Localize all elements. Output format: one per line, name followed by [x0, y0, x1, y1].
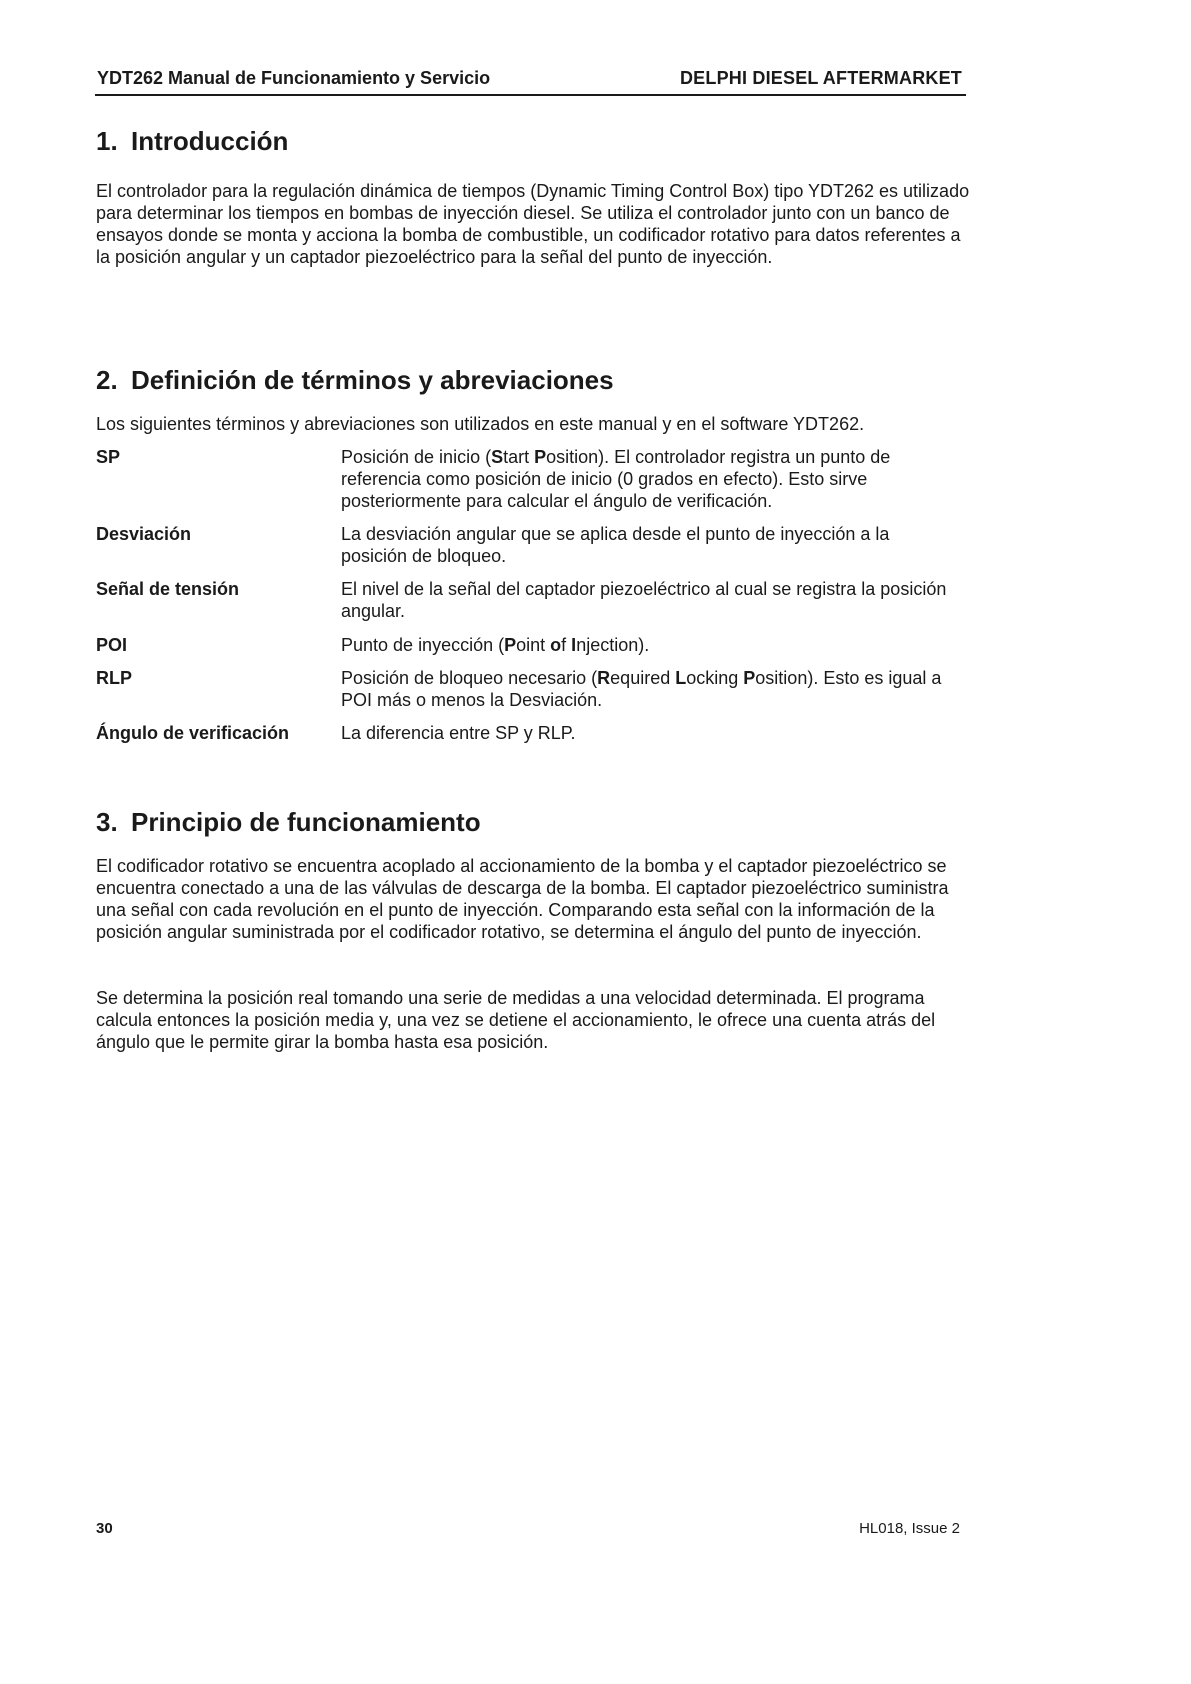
page-number: 30: [96, 1520, 113, 1537]
section-number: 1.: [96, 126, 118, 156]
definition-term: Ángulo de verificación: [96, 723, 290, 743]
section-title: Definición de términos y abreviaciones: [131, 365, 614, 395]
section-3-paragraph: El codificador rotativo se encuentra acoplado al accionamiento de la bomba y el captador piezoeléctrico se encuentra conectado a una de las válvulas de descarga de la bomba. El captador piezoeléctrico suministra una señal con cada revolución en el punto de inyección. Comparando esta señal con la información de la posición angular suministrada por el codificador rotativo, se determina el ángulo del punto de inyección.: [96, 856, 949, 942]
section-2-heading: [96, 365, 614, 396]
definition-desc: La diferencia entre SP y RLP.: [341, 723, 576, 743]
section-number: 2.: [96, 365, 118, 395]
definitions-intro: Los siguientes términos y abreviaciones son utilizados en este manual y en el software YDT262.: [96, 414, 865, 434]
section-number: 3.: [96, 807, 118, 837]
definition-desc: Posición de bloqueo necesario (Required Locking Position). Esto es igual a POI más o menos la Desviación.: [341, 668, 942, 710]
definition-desc: Punto de inyección (Point of Injection).: [341, 635, 650, 655]
document-id: HL018, Issue 2: [859, 1520, 960, 1537]
definition-term: Desviación: [96, 524, 192, 544]
page-header: [95, 64, 966, 96]
section-1-paragraph: El controlador para la regulación dinámica de tiempos (Dynamic Timing Control Box) tipo YDT262 es utilizado para determinar los tiempos en bombas de inyección diesel. Se utiliza el controlador junto con un banco de ensayos donde se monta y acciona la bomba de combustible, un codificador rotativo para datos referentes a la posición angular y un captador piezoeléctrico para la señal del punto de inyección.: [96, 181, 970, 267]
section-title: Principio de funcionamiento: [131, 807, 481, 837]
definition-desc: Posición de inicio (Start Position). El controlador registra un punto de referencia como posición de inicio (0 grados en efecto). Esto sirve posteriormente para calcular el ángulo de verificación.: [341, 447, 891, 511]
section-3-heading: [96, 807, 481, 838]
definition-term: Señal de tensión: [96, 579, 240, 599]
section-1-heading: [96, 126, 288, 157]
definition-term: POI: [96, 635, 128, 655]
header-manual-title: YDT262 Manual de Funcionamiento y Servicio: [97, 68, 491, 88]
definition-desc: La desviación angular que se aplica desde el punto de inyección a la posición de bloqueo.: [341, 524, 890, 566]
definition-desc: El nivel de la señal del captador piezoeléctrico al cual se registra la posición angular.: [341, 579, 947, 621]
section-3-paragraph: Se determina la posición real tomando una serie de medidas a una velocidad determinada. El programa calcula entonces la posición media y, una vez se detiene el accionamiento, le ofrece una cuenta atrás del ángulo que le permite girar la bomba hasta esa posición.: [96, 988, 936, 1052]
section-title: Introducción: [131, 126, 289, 156]
definition-term: SP: [96, 447, 121, 467]
definition-term: RLP: [96, 668, 132, 688]
header-company: DELPHI DIESEL AFTERMARKET: [679, 68, 962, 88]
